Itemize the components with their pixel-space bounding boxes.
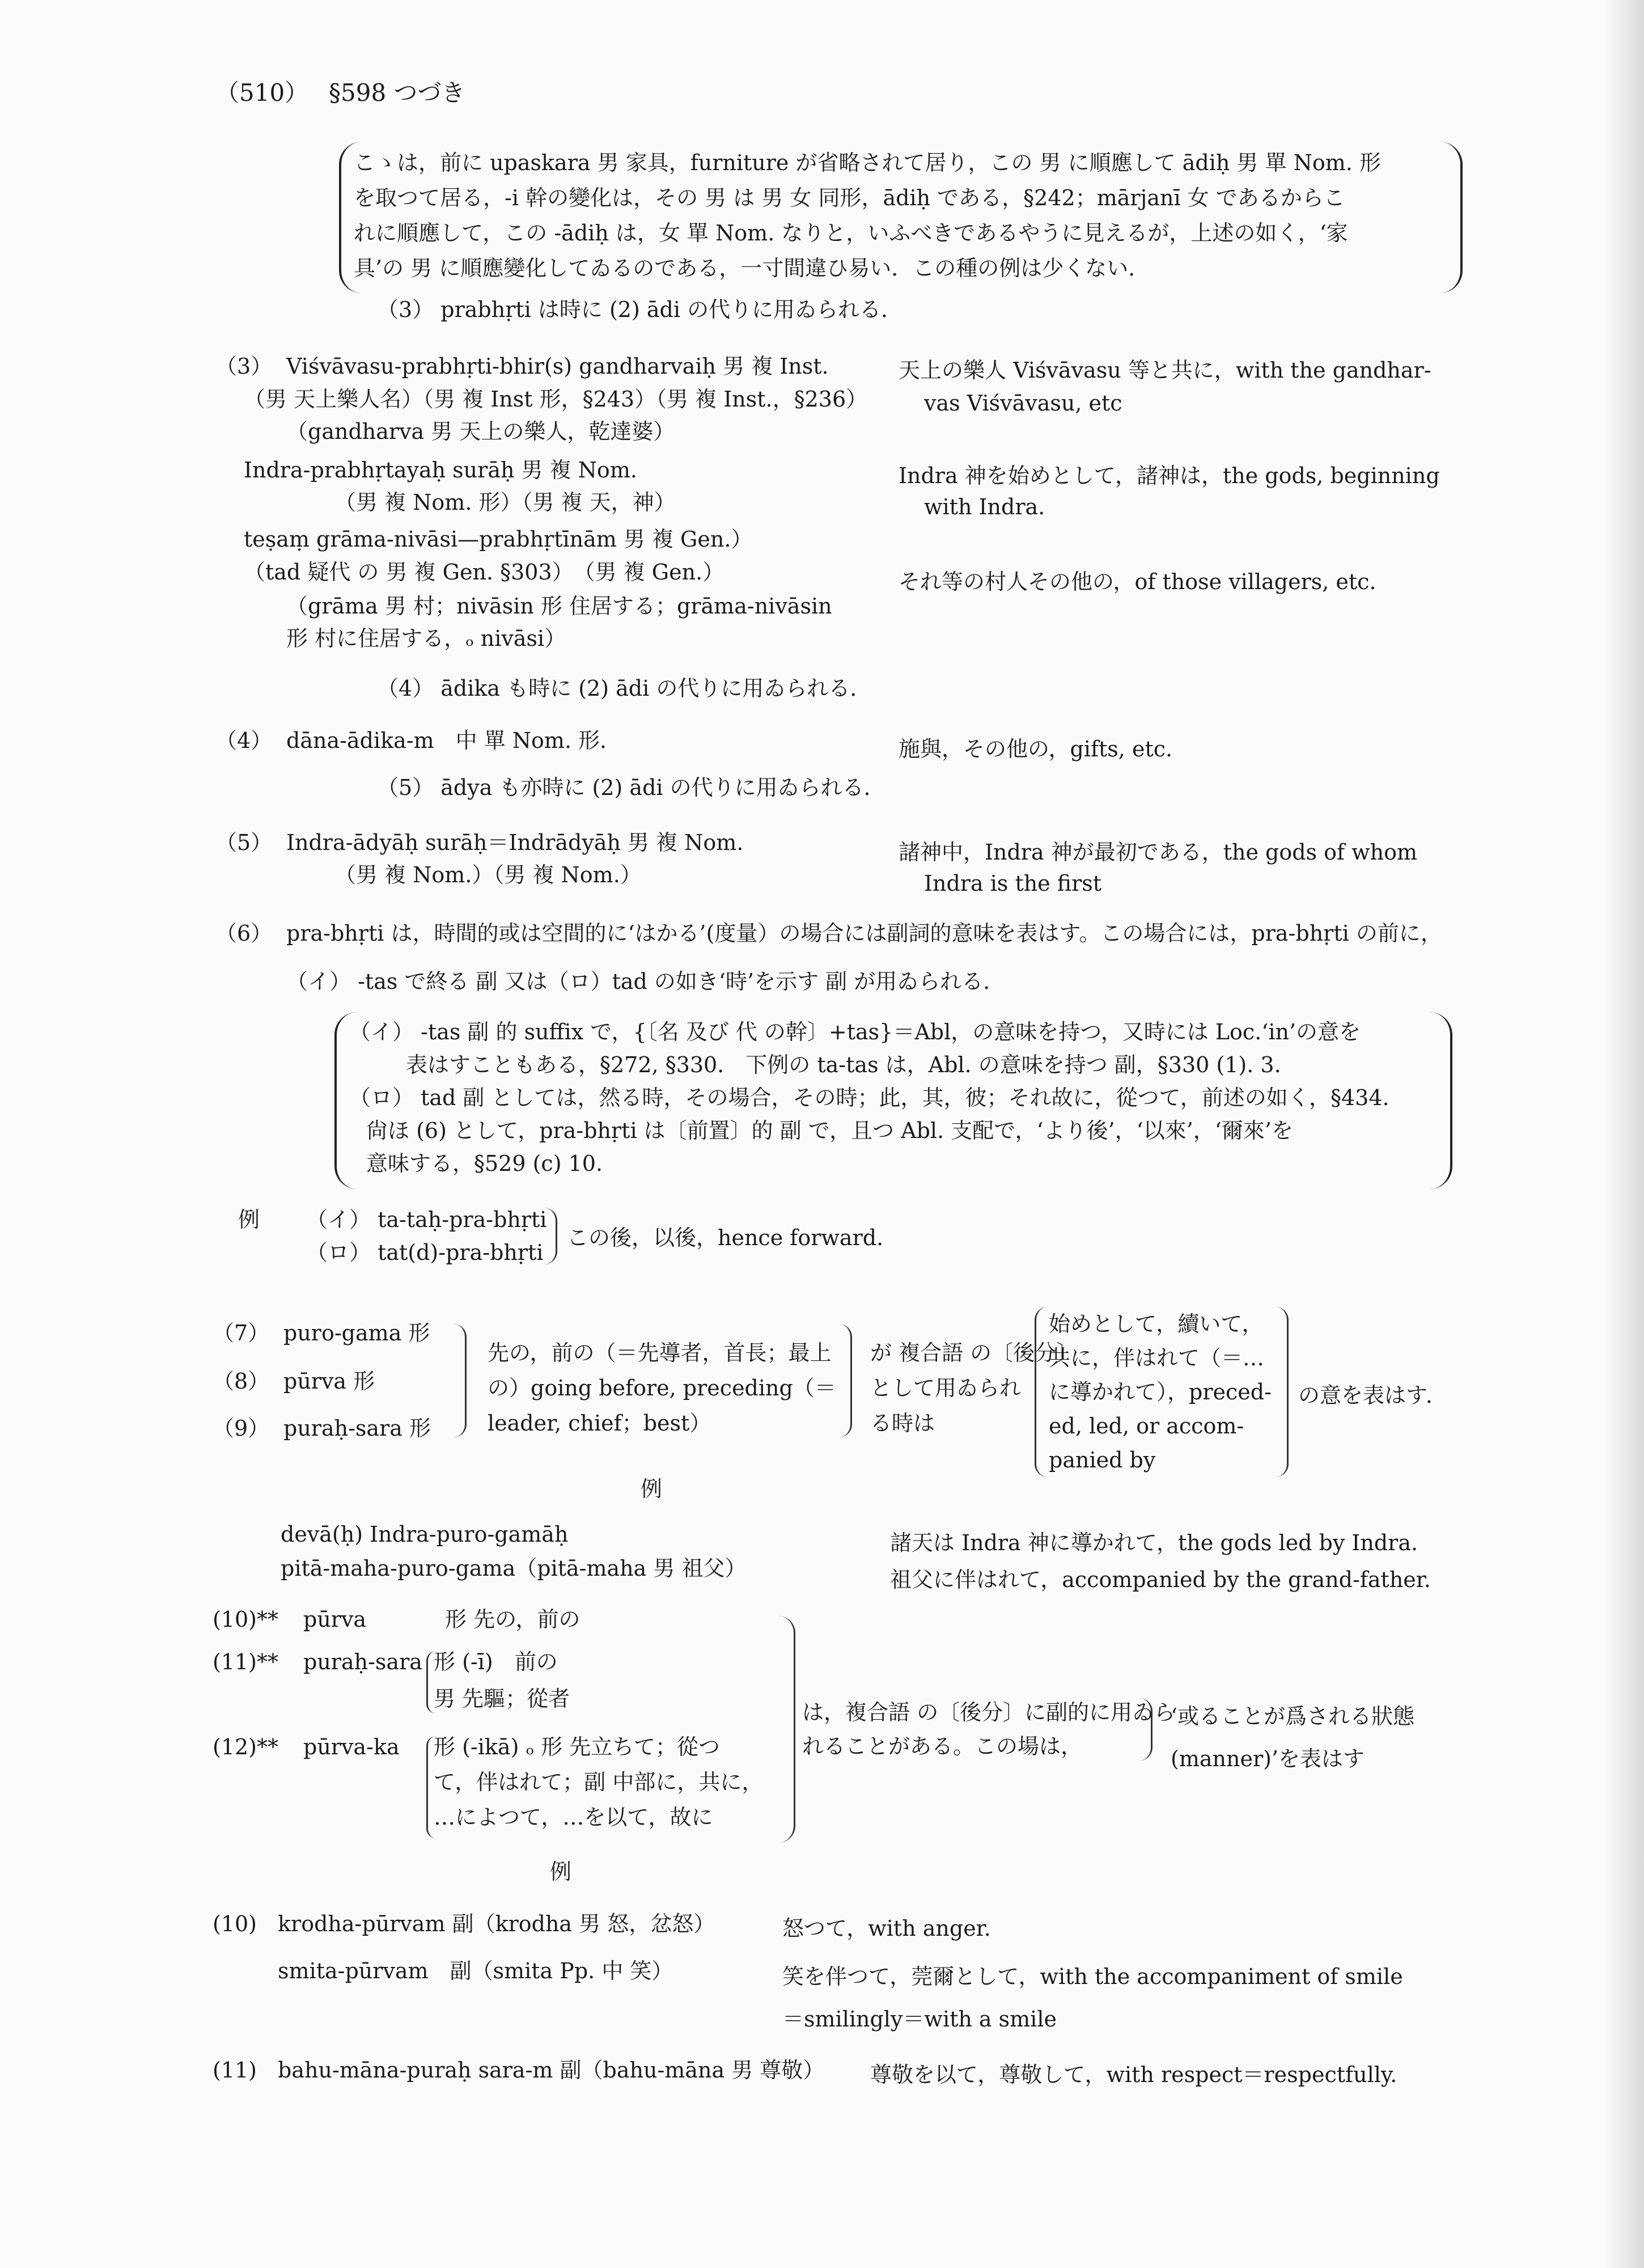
example-text: pra-bhṛti は，時間的或は空間的に‘はかる’(度量）の場合には副詞的意味を表はす。この場合には，pra-bhṛti の前に， <box>286 921 1442 946</box>
note-line: れに順應して，この -ādiḥ は，女 單 Nom. なりと，いふべきであるやうに見えるが，上述の如く，‘家 <box>354 221 1348 246</box>
example-number: （7） <box>213 1321 270 1345</box>
translation-line: この後，以後，hence forward. <box>567 1225 884 1250</box>
example-word: pūrva-ka <box>303 1734 400 1759</box>
example-number: （8） <box>213 1369 270 1394</box>
translation-line: Indra 神を始めとして，諸神は，the gods, beginning <box>899 463 1440 488</box>
example-line: bahu-māna-puraḥ sara-m 副（bahu-māna 男 尊敬） <box>278 2058 825 2083</box>
subheading-5: （5） ādya も亦時に (2) ādi の代りに用ゐられる． <box>377 775 885 800</box>
example-number: (11) <box>213 2058 257 2083</box>
example-word: puro-gama 形 <box>283 1321 430 1345</box>
note-line: （イ） -tas 副 的 suffix で，{〔名 及び 代 の幹〕+tas}＝Abl，の意味を持つ，又時には Loc.‘in’の意を <box>349 1019 1361 1044</box>
note-line: （ロ） tad 副 としては，然る時，その場合，その時；此，其，彼；それ故に，從つて，前述の如く，§434. <box>349 1085 1389 1110</box>
example-number: (12)** <box>213 1734 279 1759</box>
gloss-line: 共に，伴はれて（＝… <box>1049 1345 1265 1370</box>
gloss-block <box>1049 1307 1272 1477</box>
meaning-line: 先の，前の（＝先導者，首長；最上 <box>488 1340 832 1365</box>
condition-line: として用ゐられ <box>870 1376 1022 1400</box>
example-word: puraḥ-sara 形 <box>283 1416 431 1441</box>
translation-line: 尊敬を以て，尊敬して，with respect＝respectfully. <box>870 2062 1397 2087</box>
translation-line: with Indra. <box>924 494 1045 519</box>
example-line: （grāma 男 村；nivāsin 形 住居する；grāma-nivāsin <box>286 594 832 619</box>
condition-line: る時は <box>870 1411 935 1436</box>
definition-line: 形 先の，前の <box>445 1607 581 1632</box>
example-line: （イ） ta-taḥ-pra-bhṛti <box>306 1207 547 1232</box>
example-text: （イ） -tas で終る 副 又は（ロ）tad の如き‘時’を示す 副 が用ゐられる． <box>286 969 1005 994</box>
example-number: (10) <box>213 1911 257 1936</box>
result-block <box>1171 1695 1414 1780</box>
brace <box>1139 1698 1153 1761</box>
translation-line: それ等の村人その他の，of those villagers, etc. <box>899 569 1376 594</box>
example-word: puraḥ-sara <box>303 1649 422 1674</box>
rei-label: 例 <box>641 1476 663 1501</box>
result-line: ‘或ることが爲される狀態 <box>1171 1704 1415 1729</box>
condition-block <box>802 1695 1175 1763</box>
translation-line: 施與，その他の，gifts, etc. <box>899 737 1173 761</box>
example-line: pitā-maha-puro-gama（pitā-maha 男 祖父） <box>281 1556 747 1581</box>
note-line: を取つて居る，-i 幹の變化は，その 男 は 男 女 同形，ādiḥ である，§242；mārjanī 女 であるからこ <box>354 185 1345 210</box>
brace <box>1035 1307 1048 1477</box>
example-number: (10)** <box>213 1607 279 1632</box>
translation-line: 諸天は Indra 神に導かれて，the gods led by Indra. <box>890 1530 1418 1555</box>
scan-shadow <box>1604 0 1644 2268</box>
example-number: （9） <box>213 1416 270 1441</box>
section-heading: §598 つづき <box>329 79 465 107</box>
example-line: （ロ） tat(d)-pra-bhṛti <box>306 1240 544 1265</box>
translation-line: 怒つて，with anger. <box>782 1916 991 1941</box>
rei-label: 例 <box>550 1859 572 1884</box>
definition-line: 男 先驅；從者 <box>434 1686 570 1711</box>
example-number: （4） <box>215 728 273 753</box>
example-line: smita-pūrvam 副（smita Pp. 中 笑） <box>278 1958 673 1983</box>
example-line: teṣaṃ grāma-nivāsi—prabhṛtīnām 男 複 Gen.） <box>244 527 753 552</box>
example-word: pūrva <box>303 1607 367 1632</box>
meaning-line: leader, chief；best） <box>488 1411 711 1436</box>
meaning-line: の）going before, preceding（＝ <box>488 1376 836 1400</box>
translation-line: ＝smilingly＝with a smile <box>782 2007 1057 2032</box>
note-line: 意味する，§529 (c) 10. <box>366 1151 603 1176</box>
example-number: (11)** <box>213 1649 279 1674</box>
translation-line: 祖父に伴はれて，accompanied by the grand-father. <box>890 1567 1431 1592</box>
brace <box>839 1324 852 1437</box>
top-note <box>339 142 1463 293</box>
example-line: （男 複 Nom.）（男 複 Nom.） <box>334 862 642 887</box>
page-number: （510） <box>215 79 309 107</box>
brace <box>1276 1307 1289 1477</box>
translation-line: 笑を伴つて，莞爾として，with the accompaniment of smile <box>782 1964 1403 1989</box>
example-word: pūrva 形 <box>283 1369 375 1394</box>
brace <box>544 1208 557 1264</box>
subheading-3: （3） prabhṛti は時に (2) ādi の代りに用ゐられる． <box>377 297 903 322</box>
gloss-line: panied by <box>1049 1448 1156 1472</box>
tas-tad-note <box>334 1012 1452 1189</box>
brace <box>454 1324 467 1437</box>
condition-line: は，複合語 の〔後分〕に副的に用ゐら <box>802 1700 1176 1725</box>
example-number: （6） <box>215 921 273 946</box>
definition-line: て，伴はれて；副 中部に，共に， <box>434 1770 764 1795</box>
example-number: （5） <box>215 830 273 855</box>
subheading-4: （4） ādika も時に (2) ādi の代りに用ゐられる． <box>377 676 872 701</box>
result-text: の意を表はす． <box>1298 1383 1447 1408</box>
gloss-line: に導かれて），preced- <box>1049 1380 1272 1404</box>
translation-line: 諸神中，Indra 神が最初である，the gods of whom <box>899 840 1418 865</box>
translation-line: vas Viśvāvasu, etc <box>924 391 1122 416</box>
rei-label: 例 <box>238 1207 260 1232</box>
note-line: こゝは，前に upaskara 男 家具，furniture が省略されて居り，この 男 に順應して ādiḥ 男 單 Nom. 形 <box>354 150 1381 175</box>
result-line: (manner)’を表はす <box>1171 1746 1365 1771</box>
example-line: devā(ḥ) Indra-puro-gamāḥ <box>281 1522 569 1547</box>
gloss-line: ed, led, or accom- <box>1049 1414 1244 1438</box>
example-line: 形 村に住居する，ₒ nivāsi） <box>286 626 566 651</box>
example-line: dāna-ādika-m 中 單 Nom. 形． <box>286 728 622 753</box>
example-line: （男 天上樂人名）（男 複 Inst 形，§243）（男 複 Inst.，§236） <box>244 387 868 412</box>
translation-line: 天上の樂人 Viśvāvasu 等と共に，with the gandhar- <box>899 358 1431 383</box>
note-line: 具’の 男 に順應變化してゐるのである，一寸間違ひ易い．この種の例は少くない． <box>354 256 1150 281</box>
example-number: （3） <box>215 354 273 379</box>
example-line: Indra-ādyāḥ surāḥ＝Indrādyāḥ 男 複 Nom. <box>286 830 744 855</box>
note-line: 表はすこともある，§272, §330． 下例の ta-tas は，Abl. の意味を持つ 副，§330 (1). 3. <box>406 1052 1281 1077</box>
gloss-line: 始めとして，續いて， <box>1049 1311 1264 1336</box>
definition-line: 形 (-ī) 前の <box>434 1649 558 1674</box>
condition-line: が 複合語 の〔後分〕 <box>870 1340 1078 1365</box>
example-line: Indra-prabhṛtayaḥ surāḥ 男 複 Nom. <box>244 458 637 483</box>
example-line: （男 複 Nom. 形）（男 複 天，神） <box>334 490 676 515</box>
meaning-block <box>488 1335 836 1441</box>
example-line: （tad 疑代 の 男 複 Gen. §303） （男 複 Gen.） <box>244 560 724 585</box>
translation-line: Indra is the first <box>924 871 1102 896</box>
definition-line: …によつて，…を以て，故に <box>434 1805 713 1830</box>
condition-line: れることがある。この場は， <box>802 1734 1083 1759</box>
definition-line: 形 (-ikā) ₒ 形 先立ちて；從つ <box>434 1734 720 1759</box>
example-line: （gandharva 男 天上の樂人，乾達婆） <box>286 419 675 444</box>
brace <box>771 1616 795 1843</box>
example-line: Viśvāvasu-prabhṛti-bhir(s) gandharvaiḥ 男 複 Inst. <box>286 354 829 379</box>
example-line: krodha-pūrvam 副（krodha 男 怒，忿怒） <box>278 1911 715 1936</box>
note-line: 尙ほ (6) として，pra-bhṛti は〔前置〕的 副 で，且つ Abl. 支配で，‘より後’，‘以來’，‘爾來’を <box>366 1118 1293 1143</box>
